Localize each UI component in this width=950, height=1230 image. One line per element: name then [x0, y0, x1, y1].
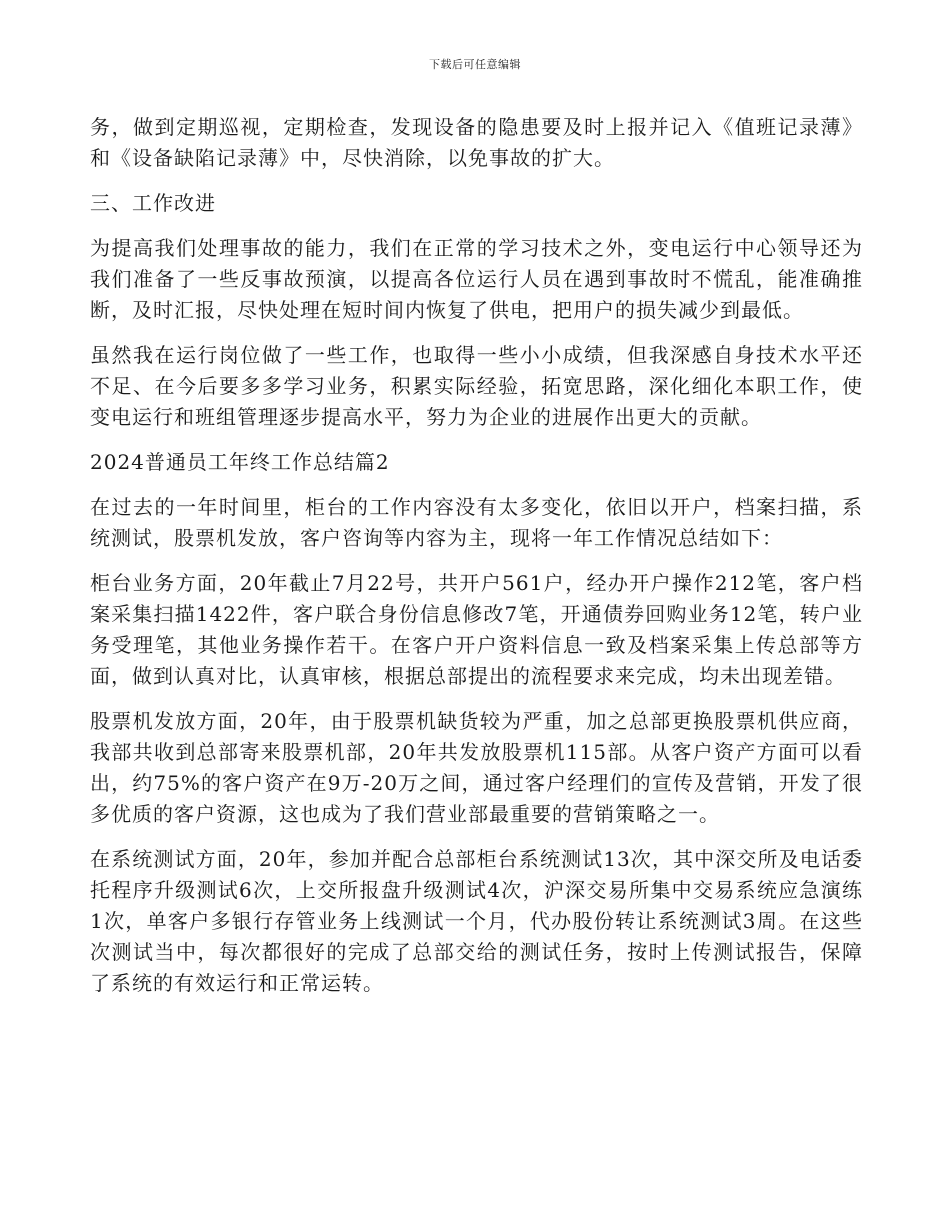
paragraph-self-reflection: 虽然我在运行岗位做了一些工作，也取得一些小小成绩，但我深感自身技术水平还不足、在今后要多多学习业务，积累实际经验，拓宽思路，深化细化本职工作，使变电运行和班组管理逐步提高水平，努力为企业的进展作出更大的贡献。: [90, 343, 863, 429]
paragraph-stock-machines: 股票机发放方面，20年，由于股票机缺货较为严重，加之总部更换股票机供应商，我部共收到总部寄来股票机部，20年共发放股票机115部。从客户资产方面可以看出，约75%的客户资产在9万-20万之间，通过客户经理们的宣传及营销，开发了很多优质的客户资源，这也成为了我们营业部最重要的营销策略之一。: [90, 709, 863, 826]
document-body: [90, 112, 863, 1013]
paragraph-accident-drills: 为提高我们处理事故的能力，我们在正常的学习技术之外，变电运行中心领导还为我们准备了一些反事故预演，以提高各位运行人员在遇到事故时不慌乱，能准确推断，及时汇报，尽快处理在短时间内恢复了供电，把用户的损失减少到最低。: [90, 236, 863, 322]
section-heading-work-improvement: 三、工作改进: [90, 191, 216, 215]
paragraph-counter-business: 柜台业务方面，20年截止7月22号，共开户561户，经办开户操作212笔，客户档案采集扫描1422件，客户联合身份信息修改7笔，开通债券回购业务12笔，转户业务受理笔，其他业务操作若干。在客户开户资料信息一致及档案采集上传总部等方面，做到认真对比，认真审核，根据总部提出的流程要求来完成，均未出现差错。: [90, 571, 863, 688]
paragraph-intro: 在过去的一年时间里，柜台的工作内容没有太多变化，依旧以开户，档案扫描，系统测试，股票机发放，客户咨询等内容为主，现将一年工作情况总结如下：: [90, 495, 863, 550]
paragraph-continuation: 务，做到定期巡视，定期检查，发现设备的隐患要及时上报并记入《值班记录薄》和《设备缺陷记录薄》中，尽快消除，以免事故的扩大。: [90, 115, 863, 170]
page-header: 下载后可任意编辑: [429, 58, 521, 71]
paragraph-system-testing: 在系统测试方面，20年，参加并配合总部柜台系统测试13次，其中深交所及电话委托程序升级测试6次，上交所报盘升级测试4次，沪深交易所集中交易系统应急演练1次，单客户多银行存管业务上线测试一个月，代办股份转让系统测试3周。在这些次测试当中，每次都很好的完成了总部交给的测试任务，按时上传测试报告，保障了系统的有效运行和正常运转。: [90, 847, 863, 995]
article-title-part-2: 2024普通员工年终工作总结篇2: [90, 450, 390, 474]
